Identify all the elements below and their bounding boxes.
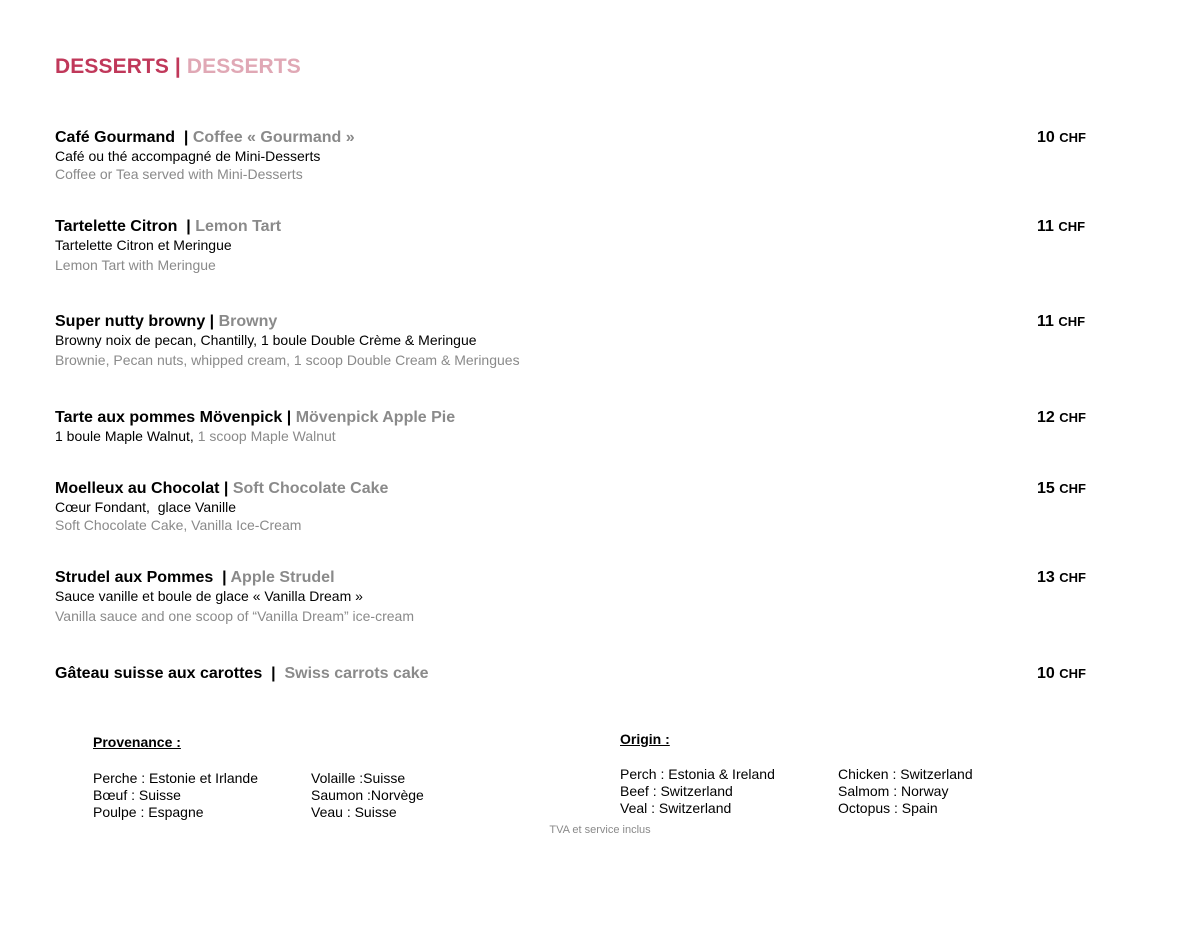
origin-entry: Chicken : Switzerland <box>838 766 973 782</box>
menu-item-price <box>1037 217 1085 237</box>
menu-item-desc-fr: Sauce vanille et boule de glace « Vanilla Dream » <box>55 588 363 604</box>
menu-item-price <box>1037 479 1086 499</box>
menu-item-moelleux-chocolat <box>55 479 1105 534</box>
menu-item-name-fr: Café Gourmand | <box>55 129 193 146</box>
menu-item-desc-fr: 1 boule Maple Walnut, <box>55 428 198 444</box>
menu-item-name <box>55 408 1105 428</box>
menu-item-desc-en: Brownie, Pecan nuts, whipped cream, 1 scoop Double Cream & Meringues <box>55 352 520 368</box>
price-value: 13 <box>1037 569 1055 586</box>
price-value: 12 <box>1037 409 1055 426</box>
menu-item-name-en: Mövenpick Apple Pie <box>295 409 456 426</box>
menu-item-desc-fr: Cœur Fondant, glace Vanille <box>55 499 237 515</box>
provenance-entry: Saumon :Norvège <box>311 787 424 803</box>
price-value: 10 <box>1037 665 1055 682</box>
provenance-section <box>93 734 513 824</box>
origin-col-1 <box>620 766 775 817</box>
menu-item-name-fr: Tarte aux pommes Mövenpick | <box>55 409 296 426</box>
origin-entry: Perch : Estonia & Ireland <box>620 766 775 782</box>
menu-item-tarte-aux-pommes <box>55 408 1105 445</box>
menu-item-desc-en: 1 scoop Maple Walnut <box>197 428 336 444</box>
provenance-entry: Veau : Suisse <box>311 804 397 820</box>
menu-item-desc <box>55 428 1105 445</box>
menu-item-strudel-pommes <box>55 568 1105 625</box>
menu-item-price <box>1037 312 1085 332</box>
menu-item-desc-en: Coffee or Tea served with Mini-Desserts <box>55 166 303 182</box>
origin-entry: Salmom : Norway <box>838 783 949 799</box>
price-value: 11 <box>1037 218 1054 235</box>
menu-item-name-en: Coffee « Gourmand » <box>192 129 355 146</box>
menu-item-name-en: Apple Strudel <box>230 569 335 586</box>
origin-header: Origin : <box>620 731 670 747</box>
provenance-col-2 <box>311 770 424 821</box>
menu-item-name-fr: Strudel aux Pommes | <box>55 569 231 586</box>
origin-entry: Octopus : Spain <box>838 800 938 816</box>
menu-item-name-en: Browny <box>218 313 278 330</box>
provenance-col-1 <box>93 770 258 821</box>
menu-item-name-fr: Gâteau suisse aux carottes | <box>55 665 285 682</box>
price-value: 10 <box>1037 129 1055 146</box>
menu-item-desc-en: Soft Chocolate Cake, Vanilla Ice-Cream <box>55 517 302 533</box>
menu-item-name <box>55 568 1105 588</box>
menu-item-name <box>55 217 1105 237</box>
price-value: 11 <box>1037 313 1054 330</box>
provenance-entry: Bœuf : Suisse <box>93 787 181 803</box>
provenance-entry: Poulpe : Espagne <box>93 804 204 820</box>
menu-item-name <box>55 128 1105 148</box>
menu-item-name-fr: Tartelette Citron | <box>55 218 196 235</box>
page-title <box>55 55 301 79</box>
price-currency: CHF <box>1059 410 1086 425</box>
menu-item-name-en: Lemon Tart <box>195 218 282 235</box>
origin-col-2 <box>838 766 973 817</box>
origin-entry: Veal : Switzerland <box>620 800 732 816</box>
menu-item-desc-fr: Browny noix de pecan, Chantilly, 1 boule Double Crème & Meringue <box>55 332 477 348</box>
menu-item-desc-fr: Café ou thé accompagné de Mini-Desserts <box>55 148 321 164</box>
menu-item-name <box>55 479 1105 499</box>
menu-item-desc-en: Lemon Tart with Meringue <box>55 257 216 273</box>
price-currency: CHF <box>1058 219 1086 234</box>
provenance-header: Provenance : <box>93 734 181 750</box>
provenance-entry: Perche : Estonie et Irlande <box>93 770 258 786</box>
menu-item-price <box>1037 664 1086 684</box>
origin-section <box>620 731 1040 821</box>
title-separator: | <box>169 55 187 78</box>
origin-entry: Beef : Switzerland <box>620 783 733 799</box>
menu-item-name <box>55 664 1105 684</box>
footer-note: TVA et service inclus <box>549 824 651 836</box>
menu-item-gateau-carottes <box>55 664 1105 684</box>
price-currency: CHF <box>1059 570 1086 585</box>
price-currency: CHF <box>1058 314 1086 329</box>
menu-item-desc-fr: Tartelette Citron et Meringue <box>55 237 232 253</box>
title-en: DESSERTS <box>186 55 301 78</box>
price-value: 15 <box>1037 480 1055 497</box>
menu-item-price <box>1037 568 1086 588</box>
menu-item-price <box>1037 408 1086 428</box>
price-currency: CHF <box>1059 481 1086 496</box>
menu-item-desc-en: Vanilla sauce and one scoop of “Vanilla Dream” ice-cream <box>55 608 414 624</box>
menu-item-name-en: Swiss carrots cake <box>284 665 429 682</box>
price-currency: CHF <box>1059 130 1086 145</box>
menu-item-price <box>1037 128 1086 148</box>
menu-item-name <box>55 312 1105 332</box>
provenance-entry: Volaille :Suisse <box>311 770 406 786</box>
menu-item-name-fr: Moelleux au Chocolat | <box>55 480 233 497</box>
menu-item-name-en: Soft Chocolate Cake <box>232 480 389 497</box>
menu-item-name-fr: Super nutty browny | <box>55 313 219 330</box>
menu-item-tartelette-citron <box>55 217 1105 274</box>
title-fr: DESSERTS <box>55 55 169 78</box>
menu-item-cafe-gourmand <box>55 128 1105 183</box>
price-currency: CHF <box>1059 666 1086 681</box>
menu-item-super-nutty-browny <box>55 312 1105 369</box>
